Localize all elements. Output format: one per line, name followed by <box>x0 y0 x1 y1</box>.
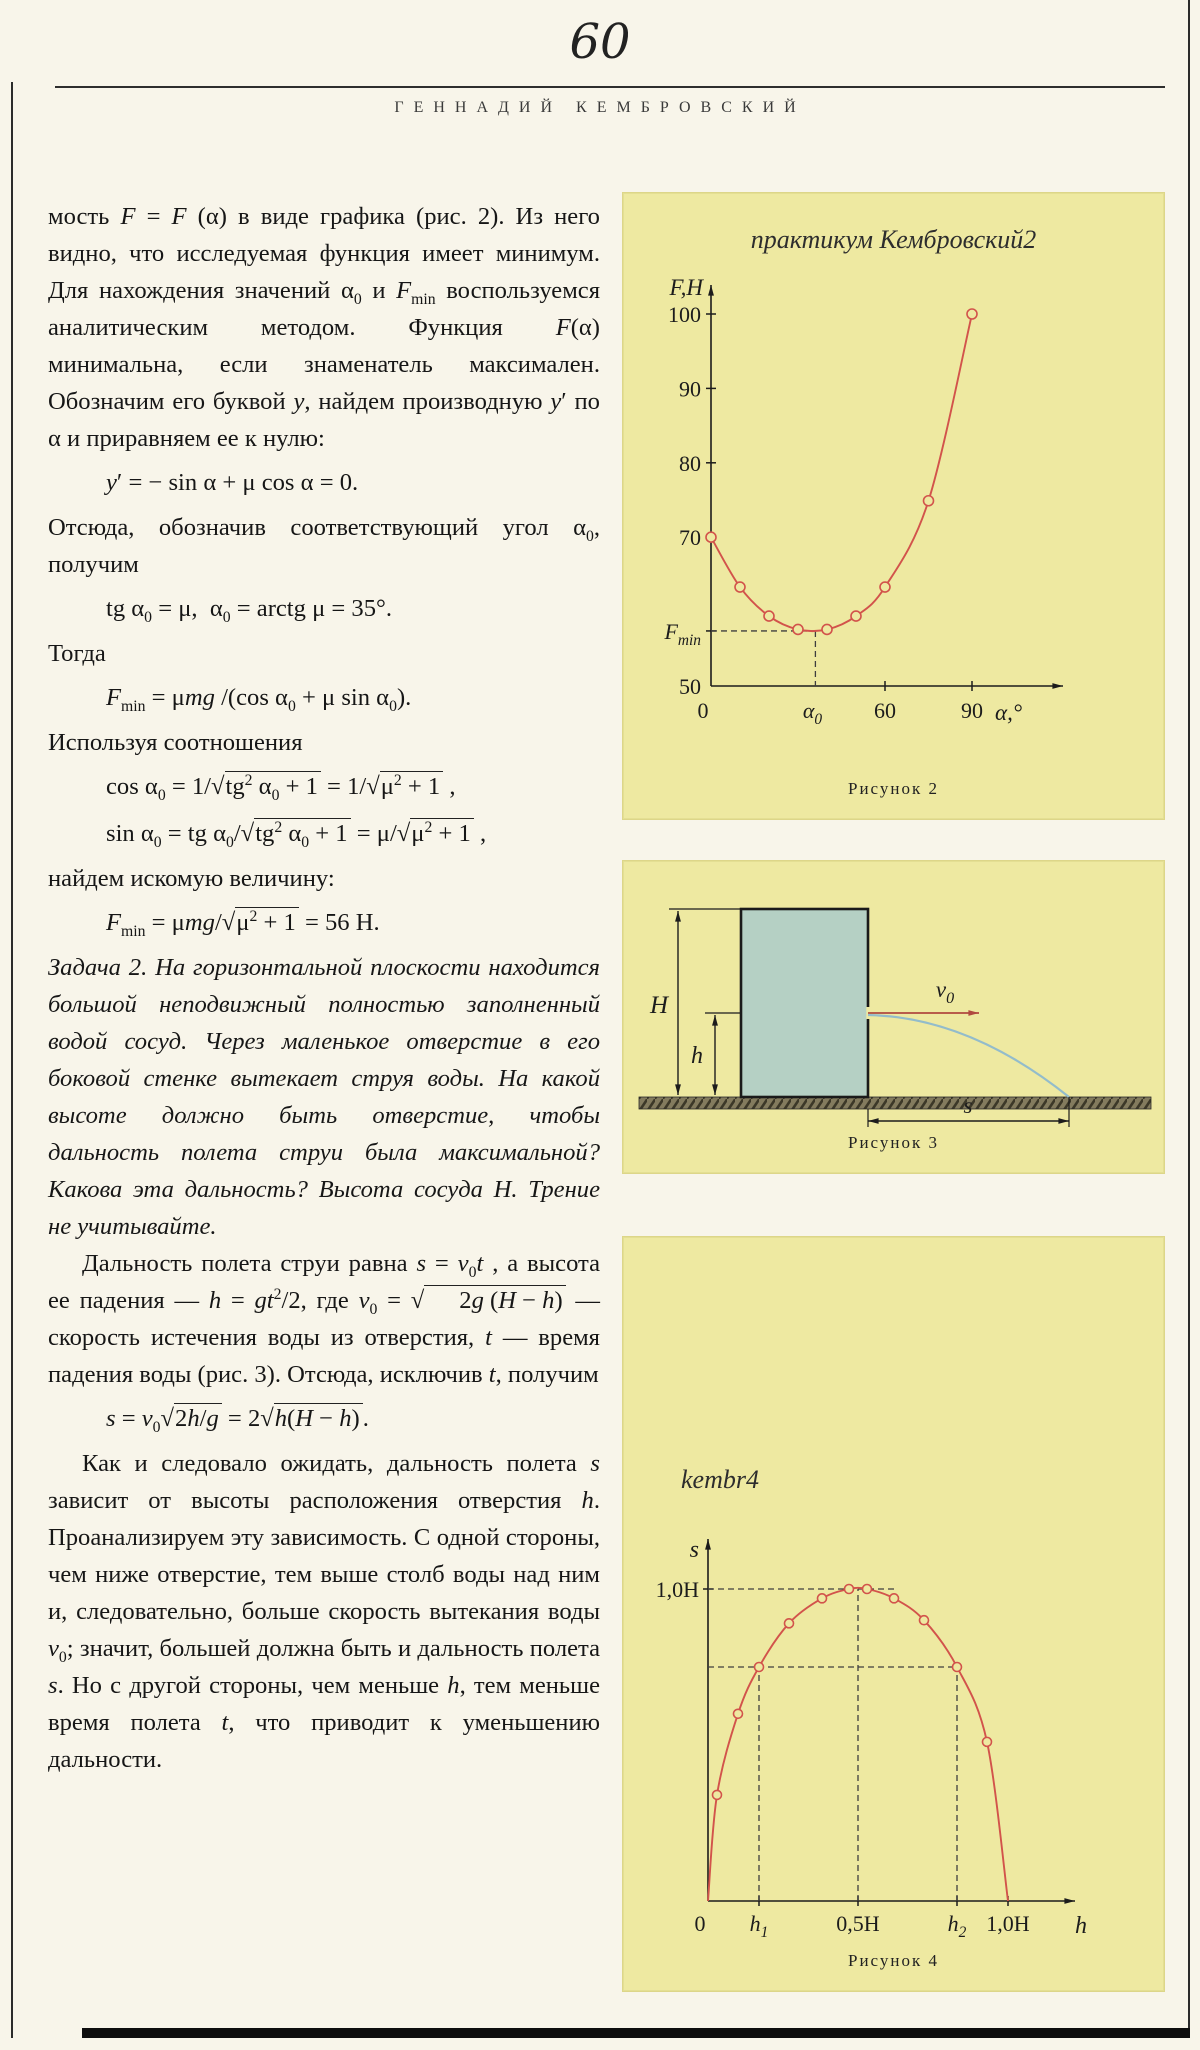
velocity-label: $v_0$ <box>935 977 955 1007</box>
data-point <box>713 1790 722 1799</box>
figure-4-annotation: kembr4 <box>681 1465 759 1494</box>
hole-height-label: h <box>691 1043 703 1069</box>
figure-2-caption: Рисунок 2 <box>848 779 939 798</box>
paragraph: Тогда <box>48 640 106 667</box>
figure-3-panel <box>622 860 1165 1174</box>
paragraph: Как и следовало ожидать, дальность полета s зависит от высоты расположения отверстия h. Проанализируем эту зависимость. С одной стороны, чем ниже отверстие, тем выше столб воды над ним и, следовательно, больше скорость вытекания воды $v_0$; значит, большей должна быть и дальность полета s. Но с другой стороны, чем меньше h, тем меньше время полета t, что приводит к уменьшению дальности. <box>48 1450 600 1773</box>
figure-3-caption: Рисунок 3 <box>848 1133 939 1152</box>
arrowhead <box>708 285 714 296</box>
formula: $F_{min} = \mu mg$ /(cos $\alpha_0 + \mu$ $\sin \alpha_0$). <box>106 684 412 715</box>
data-point <box>845 1585 854 1594</box>
data-point <box>735 582 745 592</box>
data-point <box>920 1616 929 1625</box>
formula: tg $\alpha_0 = \mu$, $\alpha_0$ = arctg μ = 35°. <box>106 595 393 626</box>
page-frame-bottom-bar <box>82 2028 1190 2038</box>
formula: y′ = − sin α + μ cos α = 0. <box>106 469 359 496</box>
x-tick-label: $\alpha_0$ <box>802 698 823 728</box>
fmin-label: $F_{min}$ <box>664 618 701 649</box>
data-point <box>785 1619 794 1628</box>
figure-4-panel <box>622 1236 1165 1992</box>
article-column <box>48 198 600 1778</box>
arrowhead <box>675 911 681 922</box>
arrowhead <box>1064 1898 1075 1904</box>
data-point <box>983 1737 992 1746</box>
arrowhead <box>712 1084 718 1095</box>
y-tick-label: 70 <box>679 525 701 551</box>
data-point <box>880 582 890 592</box>
header-rule <box>55 86 1165 88</box>
page-number: 60 <box>569 14 631 70</box>
data-point <box>851 611 861 621</box>
formula: $F_{min} = \mu mg/√\mu^2 + 1 = 56$ Н. <box>106 907 380 940</box>
paragraph: Дальность полета струи равна $s = v_0t$ , а высота ее падения — $h = gt^2/2$, где $v_0$ = √ 2g (H − h) — скорость истечения воды из отверстия, t — время падения воды (рис. 3). Отсюда, исключив t, получим <box>48 1250 601 1388</box>
y-tick-label: 90 <box>679 376 701 402</box>
arrowhead <box>868 1118 879 1124</box>
y-axis-label: F,Н <box>669 275 703 300</box>
arrowhead <box>705 1539 711 1550</box>
data-point <box>755 1663 764 1672</box>
author-name: ГЕННАДИЙ КЕМБРОВСКИЙ <box>394 99 806 116</box>
arrowhead <box>968 1010 979 1016</box>
y-tick-label: 50 <box>679 674 701 699</box>
figure-2-chart <box>623 261 1166 751</box>
data-point <box>734 1709 743 1718</box>
data-point <box>764 611 774 621</box>
figure-3-diagram <box>623 865 1166 1137</box>
x-tick-label: 1,0Н <box>986 1911 1030 1936</box>
formula: $\cos \alpha_0 = 1/√tg^2$ $\alpha_0 + 1 = 1/√\mu^2 + 1$ , <box>106 771 456 804</box>
x-axis-label: α,° <box>995 700 1023 725</box>
arrowhead <box>675 1084 681 1095</box>
figure-4-caption: Рисунок 4 <box>848 1951 939 1970</box>
y-tick-label: 1,0Н <box>655 1577 699 1602</box>
paragraph: найдем искомую величину: <box>48 865 335 892</box>
data-point <box>890 1594 899 1603</box>
arrowhead <box>712 1015 718 1026</box>
data-curve <box>711 314 972 631</box>
water-jet <box>868 1015 1069 1097</box>
data-point <box>793 624 803 634</box>
page-frame-right-line <box>1188 0 1190 2038</box>
paragraph: мость F = F (α) в виде графика (рис. 2). Из него видно, что исследуемая функция имеет минимум. Для нахождения значений $\alpha_0$ и $F_{min}$ воспользуемся аналитическим методом. Функция F(α) минимальна, если знаменатель максимален. Обозначим его буквой y, найдем производную y′ по α и приравняем ее к нулю: <box>48 203 601 452</box>
water-vessel <box>741 909 868 1097</box>
x-tick-label: 0,5Н <box>836 1911 880 1936</box>
data-curve <box>708 1588 1008 1901</box>
figure-2-annotation: практикум Кембровский2 <box>750 225 1037 254</box>
data-point <box>967 309 977 319</box>
x-tick-label: $h_1$ <box>749 1911 769 1941</box>
data-point <box>706 532 716 542</box>
figure-2-panel <box>622 192 1165 820</box>
data-point <box>953 1663 962 1672</box>
data-point <box>818 1594 827 1603</box>
y-tick-label: 100 <box>668 302 701 327</box>
paragraph: Используя соотношения <box>48 729 303 756</box>
x-tick-label: 0 <box>694 1911 706 1936</box>
page-frame-left-line <box>11 82 13 2038</box>
x-tick-label: 60 <box>874 698 896 723</box>
arrowhead <box>1058 1118 1069 1124</box>
paragraph: Отсюда, обозначив соответствующий угол $\alpha_0$, получим <box>48 514 600 578</box>
x-axis-label: h <box>1075 1913 1087 1939</box>
x-tick-label: 0 <box>697 698 709 723</box>
formula: $s = v_0√2h/g = 2√h(H - h)$ . <box>106 1405 369 1436</box>
x-tick-label: 90 <box>961 698 983 723</box>
problem-statement: Задача 2. На горизонтальной плоскости находится большой неподвижный полностью заполненный водой сосуд. Через маленькое отверстие в его боковой стенке вытекает струя воды. На какой высоте должно быть отверстие, чтобы дальность полета струи была максимальной? Какова эта дальность? Высота сосуда Н. Трение не учитывайте. <box>48 954 600 1240</box>
data-point <box>863 1585 872 1594</box>
data-point <box>924 496 934 506</box>
x-tick-label: $h_2$ <box>947 1911 967 1941</box>
arrowhead <box>1052 683 1063 689</box>
data-point <box>822 624 832 634</box>
y-axis-label: s <box>689 1537 699 1563</box>
ground <box>639 1097 1151 1109</box>
height-label: H <box>649 992 669 1019</box>
range-label: s <box>963 1093 973 1118</box>
y-tick-label: 80 <box>679 450 701 476</box>
formula: $\sin \alpha_0$ = tg $\alpha_0/√tg^2$ $\alpha_0 + 1 = \mu/√\mu^2 + 1$ , <box>106 818 487 851</box>
figure-4-chart <box>623 1495 1166 1965</box>
